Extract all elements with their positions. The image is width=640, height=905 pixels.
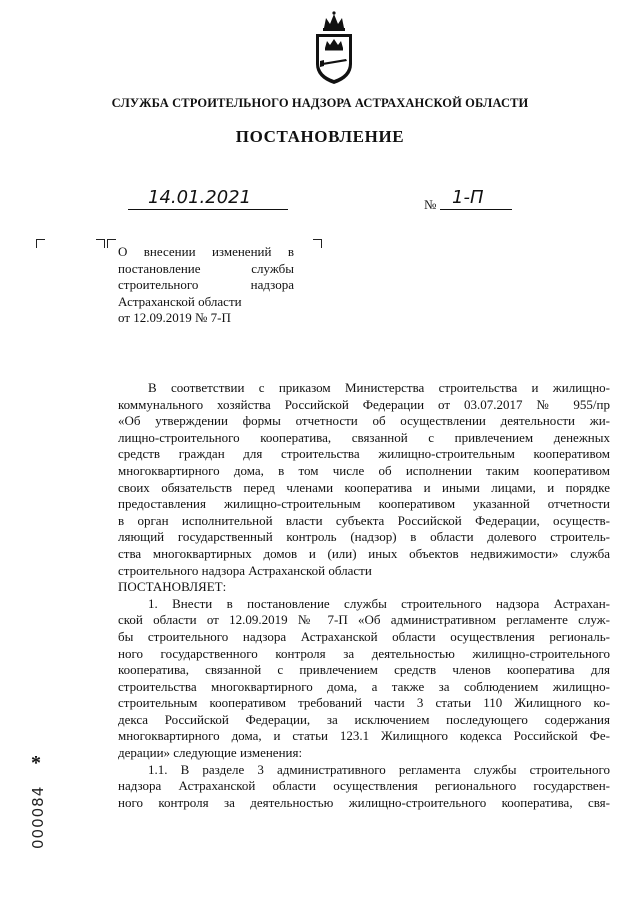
body-line: ской области от 12.09.2019 № 7-П «Об административном регламенте служ-: [118, 612, 610, 628]
stamp-number: 000084: [29, 785, 47, 849]
body-line: многоквартирного дома, в том числе об исполнении таким кооперативом: [118, 462, 610, 478]
body-line: строительства многоквартирного дома, а также за соблюдением жилищно-: [118, 678, 610, 694]
subject-line: Астраханской области: [118, 293, 242, 309]
subject-line: О внесении изменений в: [118, 244, 294, 259]
body-line: предоставления жилищно-строительным кооперативом указанной отчетности: [118, 496, 610, 512]
body-line: лищно-строительного кооператива, связанной с привлечением денежных: [118, 429, 610, 445]
body-line: средств граждан для строительства жилищно-строительным кооперативом: [118, 446, 610, 462]
bracket-corner-right: [313, 239, 322, 248]
body-line: декса Российской Федерации, за исключением последующего содержания: [118, 711, 610, 727]
bracket-corner-mid2: [107, 239, 116, 248]
agency-name: СЛУЖБА СТРОИТЕЛЬНОГО НАДЗОРА АСТРАХАНСКОЙ ОБЛАСТИ: [111, 96, 529, 110]
number-sign: №: [424, 197, 437, 212]
subject-line: строительного надзора: [118, 277, 294, 293]
subject-line: постановление службы: [118, 260, 294, 276]
body-line: дерации» следующие изменения:: [118, 745, 303, 761]
body-line: ного контроля за деятельностью жилищно-строительного кооператива, свя-: [118, 794, 610, 810]
body-line: ного государственного контроля за деятельностью жилищно-строительного: [118, 645, 610, 661]
body-line: «Об утверждении формы отчетности об осуществлении деятельности жи-: [118, 413, 610, 429]
body-line: строительным кооперативом требований части 3 статьи 110 Жилищного ко-: [118, 695, 610, 711]
bracket-corner-left: [36, 239, 45, 248]
document-body: [118, 380, 610, 811]
bracket-corner-mid: [96, 239, 105, 248]
body-line: кооператива, связанной с привлечением средств членов кооператива для: [118, 662, 610, 678]
stamp-asterisk: *: [31, 752, 41, 774]
coat-of-arms-emblem: [310, 8, 358, 88]
body-line: своих обязательств перед членами кооператива и иными лицами, и порядке: [118, 479, 610, 495]
registration-stamp: [26, 752, 50, 850]
body-line: ляющий государственный контроль (надзор) в области долевого строитель-: [118, 529, 610, 545]
body-line: В соответствии с приказом Министерства строительства и жилищно-: [148, 380, 610, 395]
body-line: ства многоквартирных домов и (или) иных объектов недвижимости» служба: [118, 545, 610, 561]
body-line: в орган исполнительной власти субъекта Российской Федерации, осуществ-: [118, 512, 610, 528]
document-subject: [118, 244, 294, 327]
body-line: бы строительного надзора Астраханской области осуществления региональ-: [118, 628, 610, 644]
body-line: коммунального хозяйства Российской Федерации от 03.07.2017 № 955/пр: [118, 396, 610, 412]
body-line: многоквартирного дома, и статьи 123.1 Жилищного кодекса Российской Фе-: [118, 728, 610, 744]
body-line: надзора Астраханской области осуществления регионального государствен-: [118, 778, 610, 794]
body-line: строительного надзора Астраханской области: [118, 562, 372, 578]
body-line: 1. Внести в постановление службы строительного надзора Астрахан-: [148, 595, 610, 611]
document-date: 14.01.2021: [128, 187, 288, 210]
body-line: 1.1. В разделе 3 административного регламента службы строительного: [148, 761, 610, 777]
subject-line: от 12.09.2019 № 7-П: [118, 310, 231, 326]
document-type-title: ПОСТАНОВЛЕНИЕ: [235, 127, 405, 146]
resolution-heading: ПОСТАНОВЛЯЕТ:: [118, 579, 227, 595]
document-number: 1-П: [440, 187, 512, 210]
